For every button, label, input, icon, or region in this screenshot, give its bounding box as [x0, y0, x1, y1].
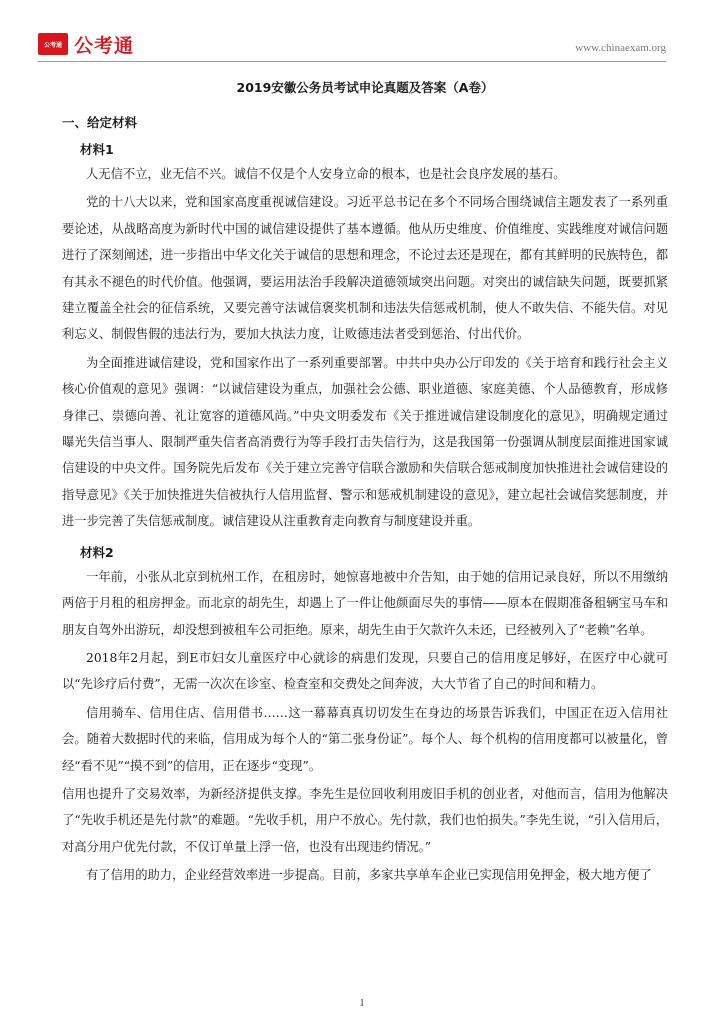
page-header: [38, 30, 666, 62]
paragraph: 有了信用的助力，企业经营效率进一步提高。目前，多家共享单车企业已实现信用免押金，极大地方便了: [86, 868, 652, 883]
paragraph: 为全面推进诚信建设，党和国家作出了一系列重要部署。中共中央办公厅印发的《关于培育和践行社会主义核心价值观的意见》强调：“以诚信建设为重点，加强社会公德、职业道德、家庭美德、个人品德教育，形成修身律己、崇德向善、礼让宽容的道德风尚。”中央文明委发布《关于推进诚信建设制度化的意见》，明确规定通过曝光失信当事人、限制严重失信者高消费行为等手段打击失信行为，这是我国第一份强调从制度层面推进国家诚信建设的中央文件。国务院先后发布《关于建立完善守信联合激励和失信联合惩戒制度加快推进社会诚信建设的指导意见》《关于加快推进失信被执行人信用监督、警示和惩戒机制建设的意见》，建立起社会诚信奖惩制度，并进一步完善了失信惩戒制度。诚信建设从注重教育走向教育与制度建设并重。: [62, 355, 668, 529]
section-heading: 一、给定材料: [62, 115, 138, 130]
header-divider: [38, 61, 666, 62]
paragraph: 党的十八大以来，党和国家高度重视诚信建设。习近平总书记在多个不同场合围绕诚信主题发表了一系列重要论述，从战略高度为新时代中国的诚信建设提供了基本遵循。他从历史维度、价值维度、实践维度对诚信问题进行了深刻阐述，进一步指出中华文化关于诚信的思想和理念，不论过去还是现在，都有其鲜明的民族特色，都有其永不褪色的时代价值。他强调，要运用法治手段解决道德领域突出问题。对突出的诚信缺失问题，既要抓紧建立覆盖全社会的征信系统，又要完善守法诚信褒奖机制和违法失信惩戒机制，使人不敢失信、不能失信。对见利忘义、制假售假的违法行为，要加大执法力度，让败德违法者受到惩治、付出代价。: [62, 195, 668, 342]
paragraph: 信用也提升了交易效率，为新经济提供支撑。李先生是位回收利用废旧手机的创业者，对他而言，信用为他解决了“先收手机还是先付款”的难题。“先收手机，用户不放心。先付款，我们也怕损失。”李先生说，“引入信用后，对高分用户优先付款，不仅订单量上浮一倍，也没有出现违约情况。”: [62, 786, 668, 854]
logo-badge-icon: 公考通: [38, 33, 68, 55]
paragraph: 一年前，小张从北京到杭州工作，在租房时，她惊喜地被中介告知，由于她的信用记录良好，所以不用缴纳两倍于月租的租房押金。而北京的胡先生，却遇上了一件让他颜面尽失的事情——原本在假期准备租辆宝马车和朋友自驾外出游玩，却没想到被租车公司拒绝。原来，胡先生由于欠款许久未还，已经被列入了“老赖”名单。: [62, 569, 668, 637]
brand-logo[interactable]: [38, 30, 134, 58]
document-body: [62, 78, 668, 889]
material-1-label: 材料1: [80, 142, 114, 157]
paragraph: 2018年2月起，到E市妇女儿童医疗中心就诊的病患们发现，只要自己的信用度足够好，在医疗中心就可以“先诊疗后付费”，无需一次次在诊室、检查室和交费处之间奔波，大大节省了自己的时间和精力。: [62, 650, 668, 692]
material-2-label: 材料2: [80, 544, 114, 560]
paragraph: 信用骑车、信用住店、信用借书……这一幕幕真真切切发生在身边的场景告诉我们，中国正在迈入信用社会。随着大数据时代的来临，信用成为每个人的“第二张身份证”。每个人、每个机构的信用度都可以被量化，曾经“看不见”“摸不到”的信用，正在逐步“变现”。: [62, 705, 668, 773]
document-title: 2019安徽公务员考试申论真题及答案（A卷）: [236, 80, 494, 95]
logo-text: 公考通: [74, 34, 135, 57]
page-number: 1: [359, 998, 365, 1009]
paragraph: 人无信不立，业无信不兴。诚信不仅是个人安身立命的根本，也是社会良序发展的基石。: [86, 167, 566, 181]
site-url[interactable]: www.chinaexam.org: [575, 42, 666, 54]
